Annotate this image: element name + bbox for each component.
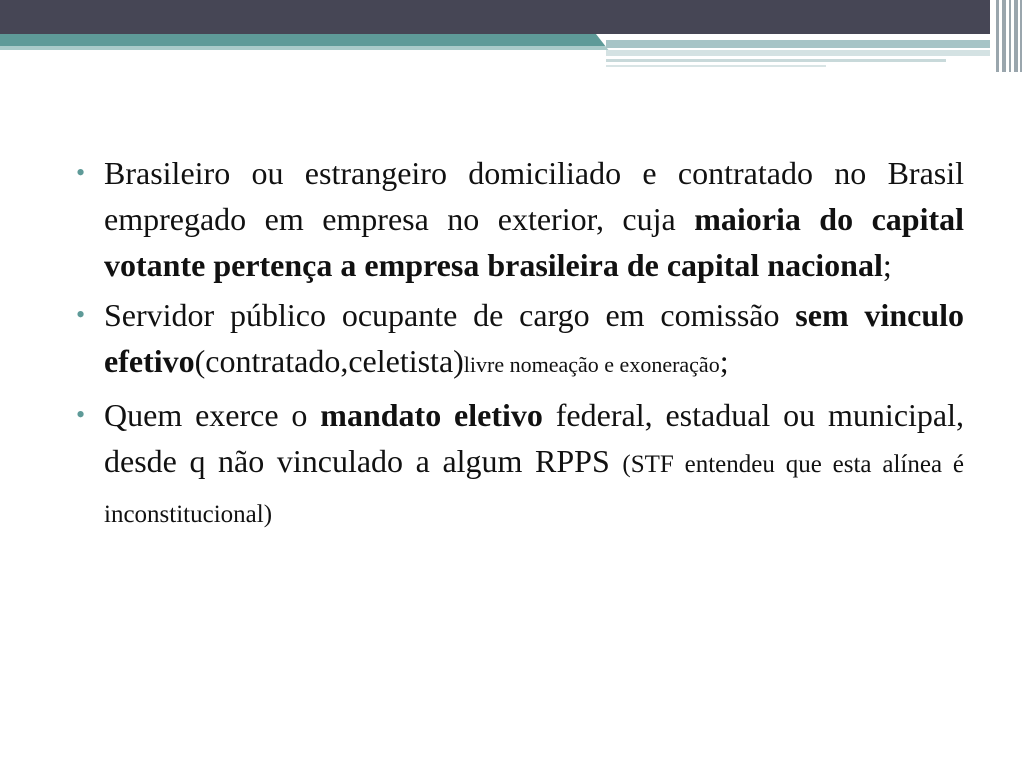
- bullet-2-small: livre nomeação e exoneração: [463, 352, 720, 377]
- bullet-list: [76, 150, 964, 542]
- bullet-1-bold: maioria do capital votante pertença a empresa brasileira de capital nacional: [104, 201, 964, 283]
- banner-dark-bar: [0, 0, 990, 34]
- banner-line-3: [606, 59, 946, 62]
- bullet-3-note: (STF entendeu que esta alínea é inconstitucional): [104, 451, 964, 528]
- bullet-dot-icon: •: [76, 158, 86, 187]
- bullet-2-text: Servidor público ocupante de cargo em comissão: [104, 297, 796, 333]
- bullet-dot-icon: •: [76, 300, 86, 329]
- bullet-dot-icon: •: [76, 400, 86, 429]
- bullet-2-punct: ;: [719, 343, 729, 379]
- bullet-2-bold: sem vinculo efetivo: [104, 297, 965, 379]
- bullet-2-paren: (contratado,celetista): [194, 343, 464, 379]
- bullet-1-punct: ;: [882, 247, 892, 283]
- banner-line-2: [606, 50, 990, 56]
- banner-right-stripes: [990, 0, 1024, 72]
- bullet-3-text: Quem exerce o: [104, 397, 321, 433]
- banner-line-4: [606, 65, 826, 67]
- bullet-3-text-2: federal, estadual ou municipal, desde q não vinculado a algum RPPS: [104, 397, 965, 479]
- banner-teal-light-bar: [0, 46, 610, 50]
- bullet-item-3: [76, 392, 964, 538]
- bullet-3-bold: mandato eletivo: [320, 397, 543, 433]
- bullet-1-text: Brasileiro ou estrangeiro domiciliado e contratado no Brasil empregado em empresa no exterior, cuja: [104, 155, 964, 237]
- bullet-item-1: [76, 150, 964, 288]
- bullet-item-2: [76, 292, 964, 388]
- banner-line-1: [606, 40, 990, 48]
